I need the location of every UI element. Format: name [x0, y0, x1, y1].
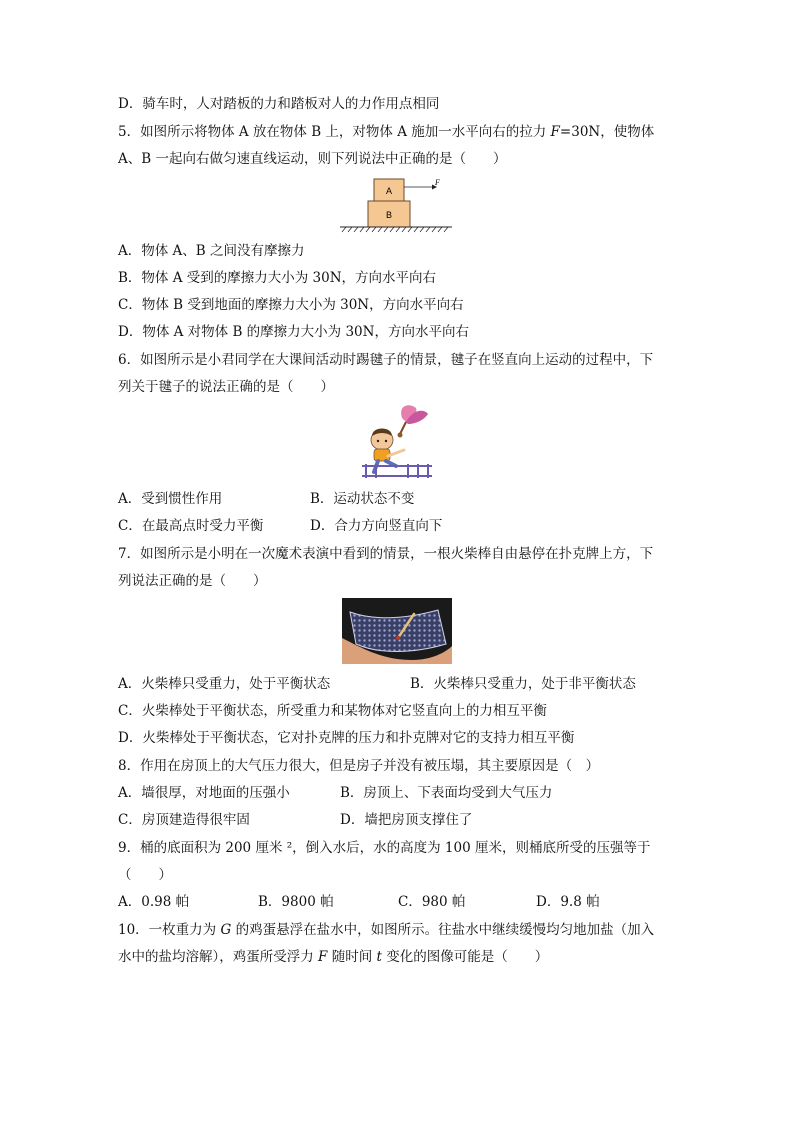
q9-stem-line1: 9．桶的底面积为 200 厘米 ²，倒入水后，水的高度为 100 厘米，则桶底所受的压强等于 [118, 840, 651, 856]
q8-option-d: D．墙把房顶支撑住了 [340, 812, 473, 828]
q7-option-d: D．火柴棒处于平衡状态，它对扑克牌的压力和扑克牌对它的支持力相互平衡 [118, 730, 575, 746]
q9-option-d: D．9.8 帕 [536, 894, 600, 910]
q5-blocks-figure [338, 175, 454, 235]
q10-stem-line1 [118, 920, 654, 940]
q10-time-var: t [376, 949, 382, 965]
q5-force-var: F [550, 124, 560, 140]
q8-option-b: B．房顶上、下表面均受到大气压力 [340, 785, 553, 801]
q7-option-c: C．火柴棒处于平衡状态，所受重力和某物体对它竖直向上的力相互平衡 [118, 703, 547, 719]
q5-option-c: C．物体 B 受到地面的摩擦力大小为 30N，方向水平向右 [118, 297, 464, 313]
q5-stem-line1 [118, 122, 654, 142]
q4-option-d: D．骑车时，人对踏板的力和踏板对人的力作用点相同 [118, 96, 440, 112]
q5-stem-line2: A、B 一起向右做匀速直线运动，则下列说法中正确的是（ ） [118, 151, 507, 167]
block-a-label: A [385, 186, 393, 196]
q7-stem-line1: 7．如图所示是小明在一次魔术表演中看到的情景，一根火柴棒自由悬停在扑克牌上方，下 [118, 546, 654, 562]
q6-option-d: D．合力方向竖直向下 [310, 518, 443, 534]
q5-option-d: D．物体 A 对物体 B 的摩擦力大小为 30N，方向水平向右 [118, 324, 469, 340]
q6-option-b: B．运动状态不变 [310, 491, 415, 507]
q10-text-c: 水中的盐均溶解），鸡蛋所受浮力 [118, 949, 319, 965]
q10-text-d: 随时间 [327, 949, 377, 965]
q6-stem-line1: 6．如图所示是小君同学在大课间活动时踢毽子的情景，毽子在竖直向上运动的过程中，下 [118, 352, 654, 368]
q7-option-b: B．火柴棒只受重力，处于非平衡状态 [410, 676, 636, 692]
q8-option-c: C．房顶建造得很牢固 [118, 812, 250, 828]
force-label: F [435, 178, 440, 187]
q9-option-a: A．0.98 帕 [118, 894, 190, 910]
q10-gravity-var: G [220, 922, 232, 938]
q10-text-e: 变化的图像可能是（ ） [381, 949, 549, 965]
block-b-label: B [385, 210, 393, 220]
q8-stem: 8．作用在房顶上的大气压力很大，但是房子并没有被压塌，其主要原因是（ ） [118, 758, 600, 774]
q6-stem-line2: 列关于毽子的说法正确的是（ ） [118, 379, 334, 395]
q8-option-a: A．墙很厚，对地面的压强小 [118, 785, 290, 801]
q10-text-b: 的鸡蛋悬浮在盐水中，如图所示。往盐水中继续缓慢均匀地加盐（加入 [231, 922, 655, 938]
q6-shuttlecock-figure [360, 400, 434, 482]
q5-stem-prefix: 5．如图所示将物体 A 放在物体 B 上，对物体 A 施加一水平向右的拉力 [118, 124, 551, 140]
q5-option-b: B．物体 A 受到的摩擦力大小为 30N，方向水平向右 [118, 270, 437, 286]
q9-option-c: C．980 帕 [398, 894, 466, 910]
q7-magic-photo [342, 598, 452, 664]
q7-stem-line2: 列说法正确的是（ ） [118, 573, 267, 589]
ground-hatching [342, 227, 448, 232]
shuttlecock-icon [398, 405, 429, 437]
q5-stem-suffix: =30N，使物体 [559, 124, 655, 140]
q7-option-a: A．火柴棒只受重力，处于平衡状态 [118, 676, 331, 692]
q10-text-a: 10．一枚重力为 [118, 922, 221, 938]
q6-option-a: A．受到惯性作用 [118, 491, 223, 507]
q6-option-c: C．在最高点时受力平衡 [118, 518, 264, 534]
q10-buoyancy-var: F [318, 949, 328, 965]
q10-stem-line2 [118, 947, 548, 967]
q9-stem-line2: （ ） [118, 867, 172, 883]
q5-option-a: A．物体 A、B 之间没有摩擦力 [118, 243, 305, 259]
q9-option-b: B．9800 帕 [258, 894, 334, 910]
match-head-icon [396, 636, 401, 641]
